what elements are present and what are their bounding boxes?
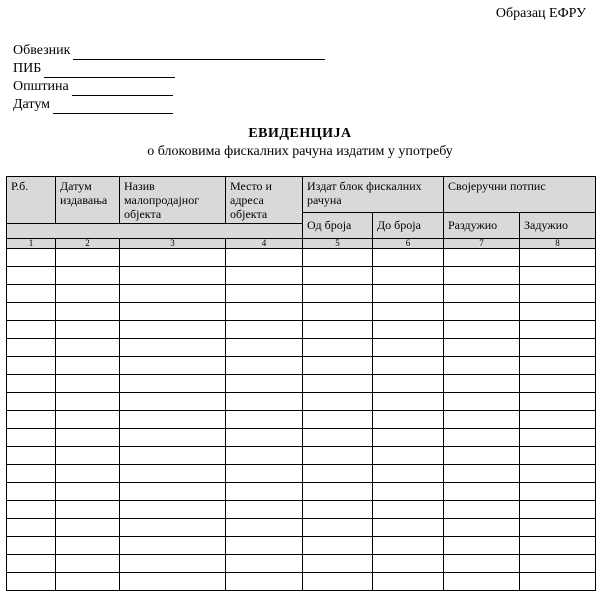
pib-label: ПИБ bbox=[13, 61, 42, 76]
datum-line[interactable] bbox=[53, 99, 173, 114]
table-cell[interactable] bbox=[56, 537, 120, 555]
table-cell[interactable] bbox=[226, 501, 303, 519]
table-cell[interactable] bbox=[373, 375, 444, 393]
table-cell[interactable] bbox=[56, 357, 120, 375]
table-cell[interactable] bbox=[444, 339, 520, 357]
table-cell[interactable] bbox=[373, 321, 444, 339]
table-cell[interactable] bbox=[520, 519, 596, 537]
table-cell[interactable] bbox=[373, 447, 444, 465]
table-cell[interactable] bbox=[444, 429, 520, 447]
table-cell[interactable] bbox=[444, 393, 520, 411]
table-cell[interactable] bbox=[120, 357, 226, 375]
table-body bbox=[7, 249, 596, 591]
table-cell[interactable] bbox=[226, 267, 303, 285]
table-cell[interactable] bbox=[120, 519, 226, 537]
form-code: Образац ЕФРУ bbox=[495, 6, 586, 21]
table-cell[interactable] bbox=[303, 429, 373, 447]
table-cell[interactable] bbox=[56, 375, 120, 393]
table-cell[interactable] bbox=[120, 375, 226, 393]
table-row bbox=[7, 321, 596, 339]
table-row bbox=[7, 339, 596, 357]
title-block bbox=[0, 126, 600, 160]
table-cell[interactable] bbox=[226, 375, 303, 393]
table-cell[interactable] bbox=[7, 303, 56, 321]
table-cell[interactable] bbox=[7, 267, 56, 285]
pib-line[interactable] bbox=[44, 63, 175, 78]
opstina-label: Општина bbox=[13, 79, 69, 94]
table-cell[interactable] bbox=[373, 267, 444, 285]
table-cell[interactable] bbox=[7, 339, 56, 357]
table-cell[interactable] bbox=[520, 465, 596, 483]
table-row bbox=[7, 375, 596, 393]
table-row bbox=[7, 393, 596, 411]
document-subtitle: о блоковима фискалних рачуна издатим у употребу bbox=[147, 144, 453, 159]
table-cell[interactable] bbox=[7, 375, 56, 393]
table-row bbox=[7, 555, 596, 573]
table-cell[interactable] bbox=[7, 537, 56, 555]
table-cell[interactable] bbox=[373, 519, 444, 537]
table-cell[interactable] bbox=[56, 447, 120, 465]
pib-row bbox=[13, 60, 325, 78]
table-cell[interactable] bbox=[7, 555, 56, 573]
table-row bbox=[7, 447, 596, 465]
table-cell[interactable] bbox=[56, 267, 120, 285]
table-cell[interactable] bbox=[7, 447, 56, 465]
table-cell[interactable] bbox=[444, 519, 520, 537]
table-cell[interactable] bbox=[373, 537, 444, 555]
table-cell[interactable] bbox=[226, 555, 303, 573]
table-row bbox=[7, 501, 596, 519]
table-cell[interactable] bbox=[520, 357, 596, 375]
table-cell[interactable] bbox=[520, 555, 596, 573]
table-cell[interactable] bbox=[120, 321, 226, 339]
column-number: 4 bbox=[226, 239, 303, 249]
table-cell[interactable] bbox=[56, 339, 120, 357]
table-cell[interactable] bbox=[520, 267, 596, 285]
table-cell[interactable] bbox=[444, 465, 520, 483]
table-cell[interactable] bbox=[520, 501, 596, 519]
table-cell[interactable] bbox=[226, 429, 303, 447]
table-cell[interactable] bbox=[373, 555, 444, 573]
table-cell[interactable] bbox=[303, 501, 373, 519]
table-cell[interactable] bbox=[226, 537, 303, 555]
table-cell[interactable] bbox=[226, 357, 303, 375]
header-name: Назив малопродајног објекта bbox=[120, 177, 226, 224]
table-cell[interactable] bbox=[373, 483, 444, 501]
header-spacer bbox=[7, 224, 303, 239]
header-discharged: Раздужио bbox=[444, 213, 520, 239]
table-cell[interactable] bbox=[120, 501, 226, 519]
table-cell[interactable] bbox=[120, 573, 226, 591]
table-cell[interactable] bbox=[7, 519, 56, 537]
table-cell[interactable] bbox=[120, 465, 226, 483]
table-cell[interactable] bbox=[56, 411, 120, 429]
table-cell[interactable] bbox=[120, 267, 226, 285]
table-cell[interactable] bbox=[373, 249, 444, 267]
table-cell[interactable] bbox=[56, 303, 120, 321]
table-cell[interactable] bbox=[303, 573, 373, 591]
table-cell[interactable] bbox=[120, 555, 226, 573]
table-cell[interactable] bbox=[120, 285, 226, 303]
table-row bbox=[7, 303, 596, 321]
table-cell[interactable] bbox=[444, 267, 520, 285]
table-row bbox=[7, 267, 596, 285]
obveznik-label: Обвезник bbox=[13, 43, 71, 58]
table-cell[interactable] bbox=[56, 519, 120, 537]
document-title: ЕВИДЕНЦИЈА bbox=[248, 126, 352, 141]
table-cell[interactable] bbox=[120, 303, 226, 321]
table-cell[interactable] bbox=[444, 375, 520, 393]
table-cell[interactable] bbox=[7, 393, 56, 411]
table-cell[interactable] bbox=[303, 447, 373, 465]
table-cell[interactable] bbox=[444, 357, 520, 375]
table-cell[interactable] bbox=[303, 411, 373, 429]
table-cell[interactable] bbox=[303, 483, 373, 501]
table-cell[interactable] bbox=[226, 393, 303, 411]
table-cell[interactable] bbox=[444, 411, 520, 429]
table-cell[interactable] bbox=[520, 339, 596, 357]
table-cell[interactable] bbox=[120, 429, 226, 447]
table-cell[interactable] bbox=[373, 573, 444, 591]
table-cell[interactable] bbox=[444, 555, 520, 573]
table-cell[interactable] bbox=[303, 519, 373, 537]
table-cell[interactable] bbox=[56, 285, 120, 303]
header-signature: Својеручни потпис bbox=[444, 177, 596, 213]
table-cell[interactable] bbox=[226, 483, 303, 501]
table-cell[interactable] bbox=[56, 393, 120, 411]
table-cell[interactable] bbox=[303, 357, 373, 375]
table-cell[interactable] bbox=[444, 321, 520, 339]
table-row bbox=[7, 411, 596, 429]
table-cell[interactable] bbox=[303, 303, 373, 321]
table-cell[interactable] bbox=[373, 285, 444, 303]
table-cell[interactable] bbox=[520, 393, 596, 411]
table-cell[interactable] bbox=[373, 465, 444, 483]
table-cell[interactable] bbox=[303, 393, 373, 411]
table-cell[interactable] bbox=[120, 339, 226, 357]
header-rb: Р.б. bbox=[7, 177, 56, 224]
table-cell[interactable] bbox=[520, 537, 596, 555]
header-date: Датум издавања bbox=[56, 177, 120, 224]
header-to: До броја bbox=[373, 213, 444, 239]
datum-label: Датум bbox=[13, 97, 51, 112]
table-cell[interactable] bbox=[120, 447, 226, 465]
table-cell[interactable] bbox=[520, 429, 596, 447]
table-cell[interactable] bbox=[303, 267, 373, 285]
table-cell[interactable] bbox=[444, 303, 520, 321]
table-cell[interactable] bbox=[520, 303, 596, 321]
opstina-row bbox=[13, 78, 325, 96]
table-cell[interactable] bbox=[120, 393, 226, 411]
table-cell[interactable] bbox=[56, 555, 120, 573]
datum-row bbox=[13, 96, 325, 114]
table-row bbox=[7, 429, 596, 447]
table-cell[interactable] bbox=[56, 249, 120, 267]
table-row bbox=[7, 357, 596, 375]
table-cell[interactable] bbox=[303, 321, 373, 339]
column-number: 8 bbox=[520, 239, 596, 249]
table-cell[interactable] bbox=[7, 321, 56, 339]
header-fields bbox=[13, 42, 325, 114]
table-cell[interactable] bbox=[7, 429, 56, 447]
table-cell[interactable] bbox=[56, 429, 120, 447]
table-cell[interactable] bbox=[226, 465, 303, 483]
table-cell[interactable] bbox=[226, 321, 303, 339]
table-cell[interactable] bbox=[7, 285, 56, 303]
table-cell[interactable] bbox=[303, 339, 373, 357]
table-cell[interactable] bbox=[56, 573, 120, 591]
obveznik-row bbox=[13, 42, 325, 60]
table-cell[interactable] bbox=[226, 285, 303, 303]
register-table bbox=[6, 176, 596, 591]
table-cell[interactable] bbox=[120, 249, 226, 267]
table-cell[interactable] bbox=[120, 411, 226, 429]
table-cell[interactable] bbox=[303, 537, 373, 555]
table-cell[interactable] bbox=[226, 339, 303, 357]
table-cell[interactable] bbox=[303, 285, 373, 303]
header-charged: Задужио bbox=[520, 213, 596, 239]
table-cell[interactable] bbox=[303, 249, 373, 267]
table-cell[interactable] bbox=[56, 321, 120, 339]
table-cell[interactable] bbox=[520, 411, 596, 429]
obveznik-line[interactable] bbox=[73, 45, 325, 60]
column-number: 3 bbox=[120, 239, 226, 249]
table-cell[interactable] bbox=[226, 249, 303, 267]
table-cell[interactable] bbox=[226, 573, 303, 591]
table-cell[interactable] bbox=[7, 465, 56, 483]
table-cell[interactable] bbox=[226, 447, 303, 465]
table-row bbox=[7, 537, 596, 555]
table-cell[interactable] bbox=[7, 411, 56, 429]
table-row bbox=[7, 465, 596, 483]
table-cell[interactable] bbox=[520, 285, 596, 303]
column-number: 6 bbox=[373, 239, 444, 249]
table-cell[interactable] bbox=[520, 375, 596, 393]
table-row bbox=[7, 519, 596, 537]
table-cell[interactable] bbox=[56, 465, 120, 483]
table-cell[interactable] bbox=[444, 285, 520, 303]
header-from: Од броја bbox=[303, 213, 373, 239]
table-cell[interactable] bbox=[120, 537, 226, 555]
table-cell[interactable] bbox=[520, 483, 596, 501]
table-cell[interactable] bbox=[303, 555, 373, 573]
table-cell[interactable] bbox=[373, 303, 444, 321]
table-cell[interactable] bbox=[7, 483, 56, 501]
header-issued: Издат блок фискалних рачуна bbox=[303, 177, 444, 213]
table-cell[interactable] bbox=[226, 303, 303, 321]
table-cell[interactable] bbox=[520, 249, 596, 267]
table-cell[interactable] bbox=[373, 501, 444, 519]
table-cell[interactable] bbox=[120, 483, 226, 501]
column-number: 1 bbox=[7, 239, 56, 249]
table-cell[interactable] bbox=[56, 501, 120, 519]
table-cell[interactable] bbox=[444, 447, 520, 465]
table-cell[interactable] bbox=[520, 321, 596, 339]
column-number: 5 bbox=[303, 239, 373, 249]
table-cell[interactable] bbox=[373, 393, 444, 411]
table-cell[interactable] bbox=[444, 249, 520, 267]
table-cell[interactable] bbox=[7, 357, 56, 375]
table-cell[interactable] bbox=[303, 375, 373, 393]
table-cell[interactable] bbox=[303, 465, 373, 483]
table-cell[interactable] bbox=[7, 501, 56, 519]
table-cell[interactable] bbox=[56, 483, 120, 501]
table-cell[interactable] bbox=[373, 429, 444, 447]
table-cell[interactable] bbox=[520, 573, 596, 591]
table-cell[interactable] bbox=[7, 573, 56, 591]
table-cell[interactable] bbox=[444, 501, 520, 519]
table-cell[interactable] bbox=[520, 447, 596, 465]
table-cell[interactable] bbox=[373, 339, 444, 357]
column-number: 7 bbox=[444, 239, 520, 249]
table-row bbox=[7, 483, 596, 501]
table-cell[interactable] bbox=[7, 249, 56, 267]
table-cell[interactable] bbox=[226, 411, 303, 429]
opstina-line[interactable] bbox=[72, 81, 173, 96]
table-cell[interactable] bbox=[226, 519, 303, 537]
header-place: Место и адреса објекта bbox=[226, 177, 303, 224]
table-row bbox=[7, 573, 596, 591]
table-row bbox=[7, 249, 596, 267]
column-number: 2 bbox=[56, 239, 120, 249]
table-cell[interactable] bbox=[444, 483, 520, 501]
table-cell[interactable] bbox=[444, 537, 520, 555]
table-row bbox=[7, 285, 596, 303]
table-cell[interactable] bbox=[444, 573, 520, 591]
table-cell[interactable] bbox=[373, 411, 444, 429]
table-cell[interactable] bbox=[373, 357, 444, 375]
